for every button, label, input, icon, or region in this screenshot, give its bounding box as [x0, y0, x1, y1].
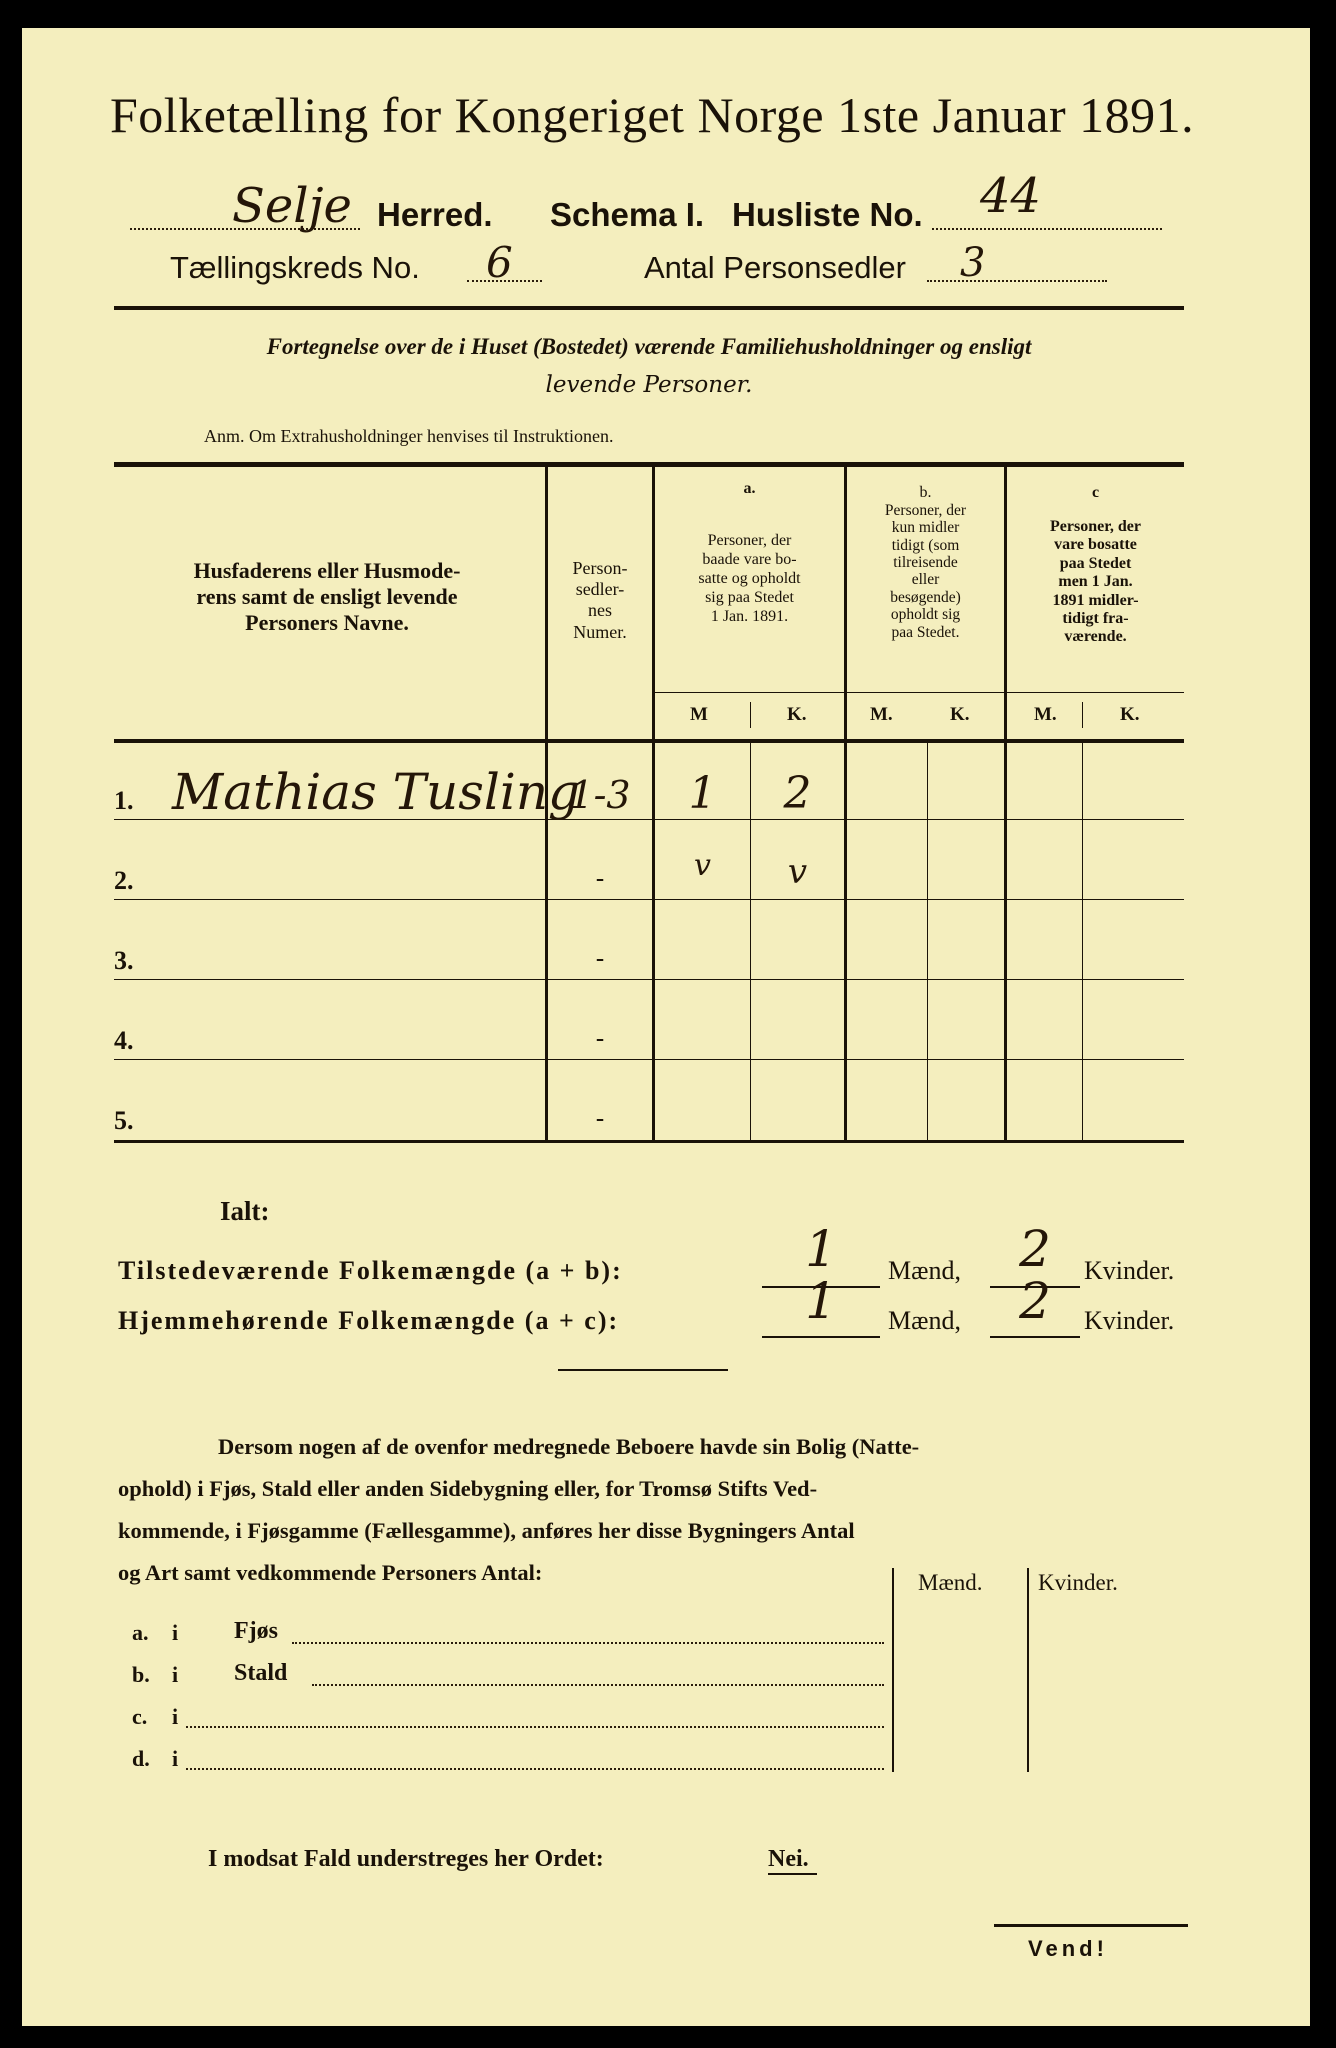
row-number: 4. — [114, 1026, 134, 1055]
person-numer: - — [595, 1024, 605, 1054]
separator-rule — [558, 1369, 728, 1371]
a-kvinder: v — [787, 852, 808, 892]
a-maend: v — [694, 848, 711, 883]
building-letter: b. — [132, 1662, 150, 1687]
total-maend-label: Mænd, — [888, 1306, 961, 1335]
col-c-header: Personer, der vare bosatte paa Stedet men 1 Jan. 1891 midler- tidigt fra- værende. — [1050, 518, 1141, 646]
total-kvinder-value: 2 — [1019, 1220, 1051, 1278]
row-number: 5. — [114, 1106, 134, 1135]
buildings-kvinder-header: Kvinder. — [1038, 1570, 1118, 1595]
building-prep: i — [172, 1704, 179, 1729]
a-kvinder: 2 — [783, 768, 812, 819]
building-label: Stald — [234, 1660, 288, 1686]
buildings-divider-1 — [892, 1568, 894, 1772]
sub-c-m: M. — [1034, 704, 1057, 725]
husliste-value: 44 — [980, 168, 1042, 224]
kreds-value: 6 — [486, 238, 513, 287]
building-prep: i — [172, 1662, 179, 1687]
husliste-dotline — [932, 228, 1162, 230]
census-form-page — [22, 28, 1310, 2026]
row-2-line — [114, 899, 1184, 900]
sub-c-k: K. — [1120, 704, 1140, 725]
row-4-line — [114, 1059, 1184, 1060]
col-divider-b-mk — [927, 740, 928, 1140]
building-prep: i — [172, 1620, 179, 1645]
total-kvinder-value: 2 — [1019, 1272, 1051, 1330]
herred-value: Selje — [232, 178, 352, 234]
mk-subheader-rule — [655, 692, 1184, 693]
header-rule — [114, 306, 1184, 310]
kreds-label: Tællingskreds No. — [170, 250, 420, 285]
col-divider-c-mk — [1082, 740, 1083, 1140]
vend-rule — [994, 1924, 1188, 1927]
person-numer: 1-3 — [569, 773, 631, 817]
mk-sep-a — [750, 702, 751, 728]
col-num-header: Person- sedler- nes Numer. — [572, 558, 628, 642]
sub-a-k: K. — [787, 704, 807, 725]
total-maend-line — [762, 1336, 880, 1338]
person-name: Mathias Tusling — [172, 763, 581, 821]
form-title: Folketælling for Kongeriget Norge 1ste Januar 1891. — [110, 87, 1195, 143]
row-3-line — [114, 979, 1184, 980]
table-bottom-rule — [114, 1140, 1184, 1143]
husliste-label: Husliste No. — [732, 196, 923, 233]
antal-value: 3 — [960, 240, 986, 286]
total-kvinder-line — [990, 1336, 1080, 1338]
building-letter: a. — [132, 1620, 149, 1645]
col-c-letter: c — [1091, 484, 1100, 501]
building-prep: i — [172, 1746, 179, 1771]
buildings-divider-2 — [1027, 1568, 1029, 1772]
col-a-header: Personer, der baade vare bo- satte og opholdt sig paa Stedet 1 Jan. 1891. — [698, 532, 801, 625]
antal-label: Antal Personsedler — [644, 250, 906, 285]
mk-sep-c — [1082, 702, 1083, 728]
a-maend: 1 — [688, 768, 717, 819]
total-label: Hjemmehørende Folkemængde (a + c): — [118, 1306, 620, 1335]
schema-label: Schema I. — [550, 196, 705, 233]
sub-b-m: M. — [870, 704, 893, 725]
row-number: 3. — [114, 946, 134, 975]
person-numer: - — [595, 944, 605, 974]
buildings-maend-header: Mænd. — [918, 1570, 983, 1595]
col-b-header: Personer, der kun midler tidigt (som tilreisende eller besøgende) opholdt sig paa Stedet. — [884, 502, 967, 641]
building-dotline — [186, 1768, 884, 1770]
col-b-letter: b. — [919, 484, 932, 501]
herred-label: Herred. — [377, 196, 493, 233]
antal-dotline — [927, 280, 1107, 282]
vend-label: Vend! — [1028, 1936, 1108, 1961]
subtitle-line-1: Fortegnelse over de i Huset (Bostedet) værende Familiehusholdninger og ensligt — [266, 334, 1032, 359]
col-name-header: Husfaderens eller Husmode- rens samt de ensligt levende Personers Navne. — [193, 558, 461, 635]
building-dotline — [292, 1642, 884, 1644]
table-top-rule — [114, 462, 1184, 467]
building-paragraph: Dersom nogen af de ovenfor medregnede Beboere havde sin Bolig (Natte- ophold) i Fjøs, Stald eller anden Sidebygning eller, for Tromsø Stifts Ved- kommende, i Fjøsgamme (Fællesgamme), anføres her disse Bygningers Antal og Art samt vedkommende Personers Antal: — [118, 1434, 920, 1585]
total-maend-label: Mænd, — [888, 1256, 961, 1285]
row-number: 1. — [114, 786, 134, 815]
building-label: Fjøs — [234, 1618, 278, 1644]
total-maend-value: 1 — [805, 1272, 837, 1330]
person-numer: - — [595, 864, 605, 894]
ialt-label: Ialt: — [220, 1196, 270, 1226]
building-letter: d. — [132, 1746, 150, 1771]
total-label: Tilstedeværende Folkemængde (a + b): — [118, 1256, 623, 1285]
person-numer: - — [595, 1104, 605, 1134]
building-dotline — [186, 1726, 884, 1728]
subtitle-line-2: levende Personer. — [545, 372, 753, 398]
modsat-text: I modsat Fald understreges her Ordet: — [208, 1846, 604, 1872]
building-dotline — [312, 1684, 884, 1686]
table-header-bottom-rule — [114, 739, 1184, 743]
total-maend-value: 1 — [805, 1220, 837, 1278]
total-kvinder-label: Kvinder. — [1084, 1306, 1175, 1335]
col-a-letter: a. — [743, 480, 756, 497]
building-letter: c. — [132, 1704, 148, 1729]
total-kvinder-label: Kvinder. — [1084, 1256, 1175, 1285]
modsat-word: Nei. — [768, 1846, 817, 1875]
sub-b-k: K. — [950, 704, 970, 725]
sub-a-m: M — [690, 704, 708, 725]
anm-note: Anm. Om Extrahusholdninger henvises til Instruktionen. — [204, 426, 614, 446]
row-number: 2. — [114, 866, 134, 895]
